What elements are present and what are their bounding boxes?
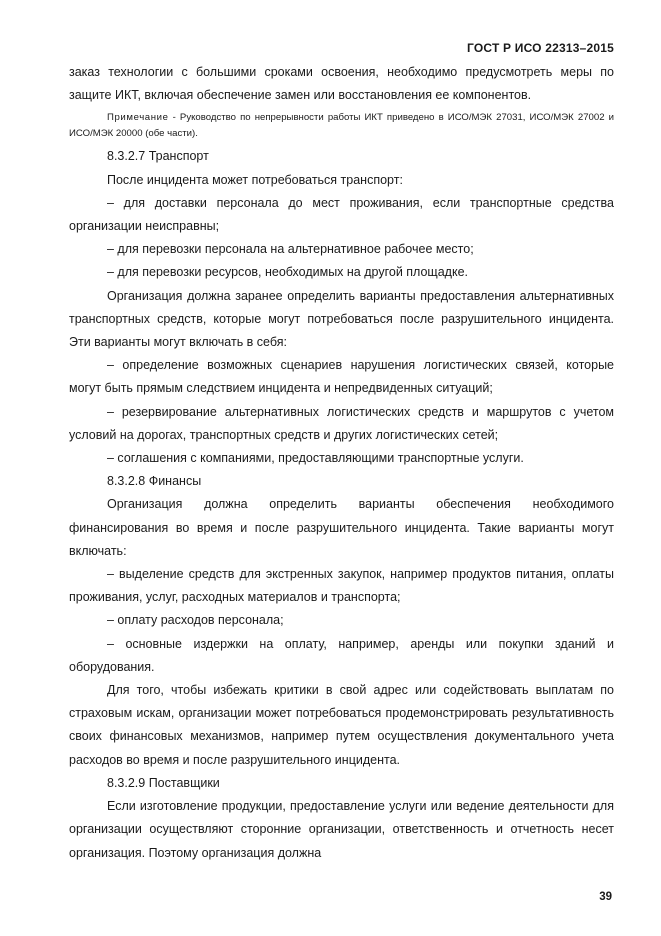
list-item: – для перевозки персонала на альтернативное рабочее место; xyxy=(107,242,474,257)
list-item: – соглашения с компаниями, предоставляющими транспортные услуги. xyxy=(107,451,524,466)
list-item: – основные издержки на оплату, например, аренды или покупки зданий и оборудования. xyxy=(69,636,614,674)
paragraph: Организация должна определить варианты обеспечения необходимого финансирования во время и после разрушительного инцидента. Такие варианты могут включать: xyxy=(69,497,614,558)
document-header-id: ГОСТ Р ИСО 22313–2015 xyxy=(467,41,614,55)
section-heading-transport: 8.3.2.7 Транспорт xyxy=(107,149,209,164)
list-item: – оплату расходов персонала; xyxy=(107,613,284,628)
list-item: – для перевозки ресурсов, необходимых на другой площадке. xyxy=(107,265,468,280)
list-item: – определение возможных сценариев нарушения логистических связей, которые могут быть прямым следствием инцидента и непредвиденных ситуаций; xyxy=(69,358,614,396)
note-text: - Руководство по непрерывности работы ИКТ приведено в ИСО/МЭК 27031, ИСО/МЭК 27002 и ИСО/МЭК 20000 (обе части). xyxy=(69,112,614,140)
paragraph: Для того, чтобы избежать критики в свой адрес или содействовать выплатам по страховым искам, организации может потребоваться продемонстрировать результативность своих финансовых механизмов, например путем осуществления документального учета расходов во время и после разрушительного инцидента. xyxy=(69,683,614,767)
paragraph: После инцидента может потребоваться транспорт: xyxy=(107,172,403,187)
paragraph: Если изготовление продукции, предоставление услуги или ведение деятельности для организации осуществляют сторонние организации, ответственность и отчетность несет организация. Поэтому организация должна xyxy=(69,799,614,860)
list-item: – резервирование альтернативных логистических средств и маршрутов с учетом условий на дорогах, транспортных средств и других логистических сетей; xyxy=(69,404,614,442)
paragraph: Организация должна заранее определить варианты предоставления альтернативных транспортных средств, которые могут потребоваться после разрушительного инцидента. Эти варианты могут включать в себя: xyxy=(69,288,614,350)
page-number: 39 xyxy=(599,891,612,903)
note-label: Примечание xyxy=(107,112,169,124)
list-item: – выделение средств для экстренных закупок, например продуктов питания, оплаты проживания, услуг, расходных материалов и транспорта; xyxy=(69,567,614,605)
note xyxy=(69,107,614,145)
document-body xyxy=(69,61,614,865)
section-heading-finance: 8.3.2.8 Финансы xyxy=(107,474,202,489)
list-item: – для доставки персонала до мест проживания, если транспортные средства организации неисправны; xyxy=(69,195,614,234)
section-heading-suppliers: 8.3.2.9 Поставщики xyxy=(107,775,220,790)
paragraph-intro: заказ технологии с большими сроками освоения, необходимо предусмотреть меры по защите ИКТ, включая обеспечение замен или восстановления ее компонентов. xyxy=(69,65,614,103)
